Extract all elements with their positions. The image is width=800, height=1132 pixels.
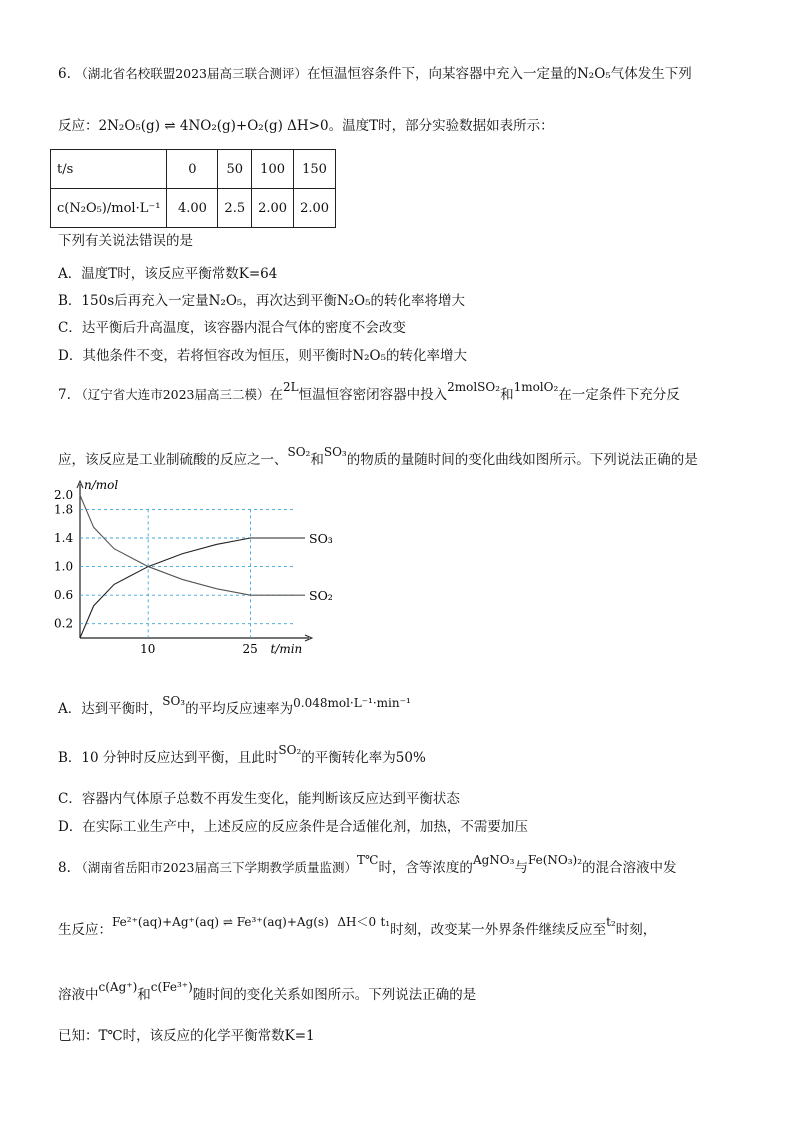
q7-so3-formula: SO₃	[323, 445, 347, 459]
q8-text: 和	[137, 987, 151, 1003]
q7-number: 7.	[58, 387, 71, 403]
q7-text: 在	[269, 387, 283, 403]
q8-stem-line2	[58, 915, 657, 938]
q7-option-a-rate: 0.048mol·L⁻¹·min⁻¹	[293, 696, 411, 710]
q7-text: 应，该反应是工业制硫酸的反应之一、	[58, 452, 288, 468]
q8-text: 随时间的变化关系如图所示。下列说法正确的是	[192, 987, 477, 1003]
q7-chart	[52, 478, 333, 668]
y-tick-label: 0.2	[54, 616, 74, 631]
q7-so2-formula: SO₂	[287, 445, 311, 459]
q8-text: 溶液中	[58, 987, 99, 1003]
y-tick-label: 2.0	[54, 488, 74, 503]
q8-text: 与	[514, 860, 528, 876]
y-tick-label: 1.8	[54, 502, 74, 517]
x-tick-label: 25	[242, 642, 258, 656]
q8-text: 生反应：	[58, 922, 112, 938]
table-cell: 50	[218, 150, 252, 189]
y-tick-label: 0.6	[54, 588, 74, 603]
q7-text: B．10 分钟时反应达到平衡，且此时	[58, 750, 279, 766]
q7-option-a-formula: SO₃	[162, 694, 186, 708]
table-cell: 150	[294, 150, 336, 189]
q7-o2-amount: 1molO₂	[513, 380, 559, 394]
q8-t1: t₁	[380, 915, 391, 929]
q8-temp: T℃	[357, 853, 379, 867]
q8-t2: t₂	[606, 915, 616, 929]
q8-feno3: Fe(NO₃)₂	[527, 853, 583, 867]
q8-text: 时刻，改变某一外界条件继续反应至	[390, 922, 607, 938]
q7-text: 和	[310, 452, 324, 468]
q7-text: 的平均反应速率为	[185, 701, 294, 717]
q7-text: 的平衡转化率为50%	[301, 750, 426, 766]
q8-number: 8.	[58, 860, 71, 876]
q7-text: 恒温恒容密闭容器中投入	[298, 387, 448, 403]
q6-option-d: D．其他条件不变，若将恒容改为恒压，则平衡时N₂O₅的转化率增大	[58, 348, 468, 364]
q6-option-b: B．150s后再充入一定量N₂O₅，再次达到平衡N₂O₅的转化率将增大	[58, 293, 466, 309]
q7-text: 和	[500, 387, 514, 403]
series-line	[80, 538, 305, 638]
q7-volume: 2L	[283, 380, 299, 394]
q6-prompt: 下列有关说法错误的是	[58, 233, 193, 249]
q7-option-d: D．在实际工业生产中，上述反应的反应条件是合适催化剂，加热，不需要加压	[58, 819, 528, 835]
table-cell: 2.00	[294, 189, 336, 228]
q7-stem-line1	[58, 380, 680, 403]
q8-known: 已知：T℃时，该反应的化学平衡常数K=1	[58, 1028, 315, 1044]
series-label: SO₂	[309, 588, 333, 604]
q6-number: 6.	[58, 66, 71, 82]
table-cell: 0	[167, 150, 218, 189]
table-cell: c(N₂O₅)/mol·L⁻¹	[51, 189, 167, 228]
q7-text: A．达到平衡时，	[58, 701, 163, 717]
q8-text: 的混合溶液中发	[582, 860, 677, 876]
q7-option-c: C．容器内气体原子总数不再发生变化，能判断该反应达到平衡状态	[58, 791, 460, 807]
table-row	[51, 189, 336, 228]
table-cell: t/s	[51, 150, 167, 189]
q8-reaction: Fe²⁺(aq)+Ag⁺(aq) ⇌ Fe³⁺(aq)+Ag(s)	[112, 915, 329, 929]
table-cell: 100	[252, 150, 294, 189]
q7-stem-line2	[58, 445, 698, 468]
q6-option-a: A．温度T时，该反应平衡常数K=64	[58, 266, 278, 282]
q7-text: 在一定条件下充分反	[558, 387, 680, 403]
y-tick-label: 1.0	[54, 559, 74, 574]
q8-stem-line3	[58, 980, 477, 1003]
q8-dh: ΔH＜0	[337, 915, 377, 929]
q8-c-ag: c(Ag⁺)	[98, 980, 138, 994]
q8-text: 时，含等浓度的	[378, 860, 473, 876]
y-tick-label: 1.4	[54, 531, 74, 545]
q6-source: （湖北省名校联盟2023届高三联合测评）	[75, 66, 307, 81]
q7-source: （辽宁省大连市2023届高三二模）	[75, 387, 270, 402]
q7-option-b-formula: SO₂	[278, 743, 302, 757]
q6-option-c: C．达平衡后升高温度，该容器内混合气体的密度不会改变	[58, 320, 406, 336]
table-cell: 2.00	[252, 189, 294, 228]
q8-stem-line1	[58, 853, 677, 876]
q6-data-table	[50, 149, 336, 228]
q7-text: 的物质的量随时间的变化曲线如图所示。下列说法正确的是	[346, 452, 698, 468]
q7-so2-amount: 2molSO₂	[447, 380, 501, 394]
q6-stem-line2: 反应：2N₂O₅(g) ⇌ 4NO₂(g)+O₂(g) ΔH>0。温度T时，部分实验数据如表所示：	[58, 118, 554, 134]
q7-option-a	[58, 694, 411, 717]
q6-stem-text: 在恒温恒容条件下，向某容器中充入一定量的N₂O₅气体发生下列	[307, 66, 692, 82]
x-tick-label: 10	[140, 642, 156, 656]
q7-option-b	[58, 743, 426, 766]
q8-agno3: AgNO₃	[472, 853, 515, 867]
q8-text: 时刻，	[615, 922, 657, 938]
q6-stem-line1	[58, 62, 692, 82]
series-line	[80, 495, 305, 595]
table-row	[51, 150, 336, 189]
series-label: SO₃	[309, 531, 333, 546]
table-cell: 2.5	[218, 189, 252, 228]
x-axis-label: t/min	[270, 642, 303, 656]
table-cell: 4.00	[167, 189, 218, 228]
q8-c-fe: c(Fe³⁺)	[150, 980, 193, 994]
y-axis-label: n/mol	[84, 478, 119, 492]
q8-source: （湖南省岳阳市2023届高三下学期教学质量监测）	[75, 860, 357, 875]
